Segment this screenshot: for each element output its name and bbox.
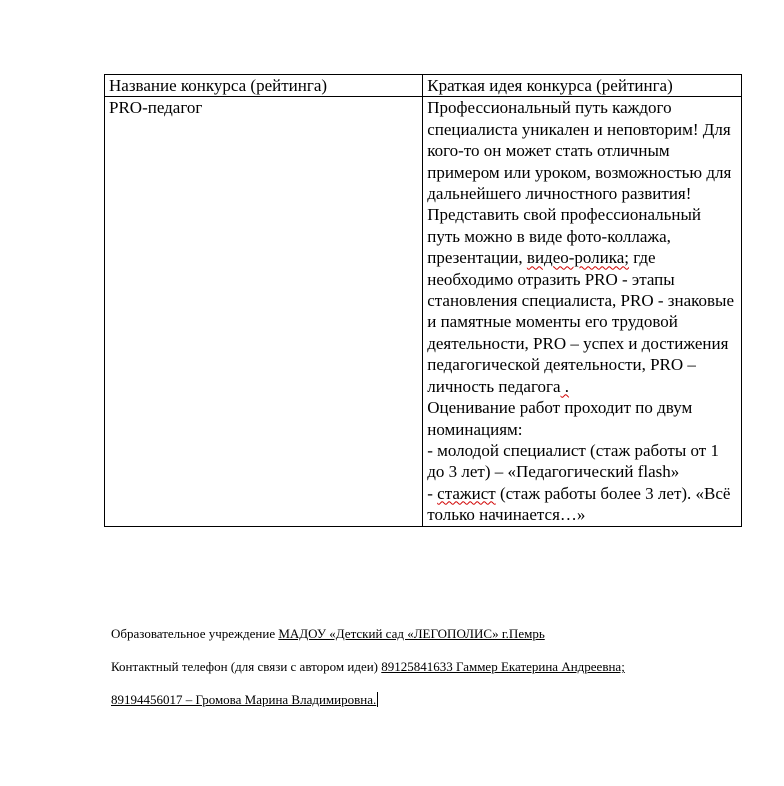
idea-paragraph-intro: Профессиональный путь каждого специалиста уникален и неповторим! Для кого-то он может стать отличным примером или уроком, возможностью для дальнейшего личностного развития!: [427, 98, 732, 204]
idea-paragraph-nomination-2: [427, 483, 737, 526]
phone-value-1: 89125841633 Гаммер Екатерина Андреевна;: [381, 659, 625, 674]
cell-contest-name: PRO-педагог: [105, 97, 423, 526]
spellcheck-word-video: видео-ролика;: [526, 248, 630, 268]
idea-text-stages: где необходимо отразить PRO - этапы становления специалиста, PRO - знаковые и памятные моменты его трудовой деятельности, PRO – успех и достижения педагогической деятельности, PRO – личность педагога: [427, 248, 735, 396]
header-contest-idea: Краткая идея конкурса (рейтинга): [423, 75, 742, 97]
table-header-row: [105, 75, 742, 97]
contest-table: [104, 74, 742, 527]
idea-text-dash: -: [427, 483, 438, 503]
organization-value: МАДОУ «Детский сад «ЛЕГОПОЛИС» г.Пемрь: [278, 626, 545, 641]
spellcheck-mark-period: .: [560, 376, 570, 396]
text-cursor: [377, 692, 378, 707]
footer-organization: [111, 626, 751, 642]
spellcheck-word-stazhist: стажист: [437, 483, 496, 503]
table-row: [105, 97, 742, 526]
footer-phone: [111, 659, 751, 675]
organization-label: Образовательное учреждение: [111, 626, 279, 641]
phone-value-2: 89194456017 – Громова Марина Владимировна.: [111, 692, 377, 707]
header-contest-name: Название конкурса (рейтинга): [105, 75, 423, 97]
phone-label: Контактный телефон (для связи с автором идеи): [111, 659, 382, 674]
idea-paragraph-nomination-1: - молодой специалист (стаж работы от 1 до 3 лет) – «Педагогический flash»: [427, 440, 719, 482]
footer-phone-2: [111, 692, 751, 708]
cell-contest-idea: [423, 97, 742, 526]
idea-text-format: Представить свой профессиональный путь можно в виде фото-коллажа, презентации,: [427, 205, 701, 268]
idea-paragraph-evaluation: Оценивание работ проходит по двум номинациям:: [427, 398, 693, 439]
idea-paragraph-format: [427, 204, 737, 397]
idea-text-nomination-2: (стаж работы более 3 лет). «Всё только начинается…»: [427, 483, 731, 525]
